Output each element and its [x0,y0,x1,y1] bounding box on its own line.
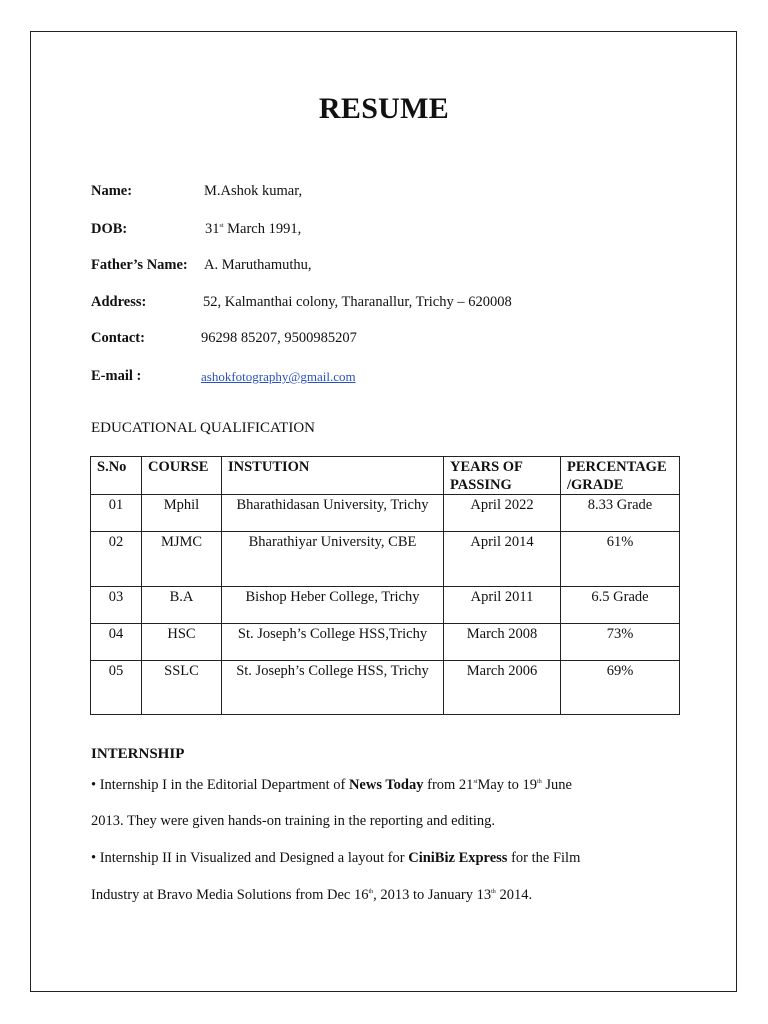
cell-sno: 04 [91,624,142,661]
cell-grade: 69% [561,661,680,715]
page-title: RESUME [318,92,450,125]
header-years: YEARS OF PASSING [444,457,561,495]
table-row [91,624,680,661]
cell-grade: 61% [561,532,680,587]
cell-institution: Bishop Heber College, Trichy [222,587,444,624]
dob-rest: March 1991, [223,221,302,237]
internship-1-from: from 21 [423,777,474,793]
table-row [91,532,680,587]
cell-grade: 6.5 Grade [561,587,680,624]
internship-2-company: CiniBiz Express [408,850,508,866]
table-header-row [91,457,680,495]
cell-course: SSLC [142,661,222,715]
cell-year: March 2006 [444,661,561,715]
internship-1-sup-start: st [473,779,478,786]
name-value: M.Ashok kumar, [204,183,303,199]
internship-1-sup-end: th [537,779,542,786]
header-percentage: PERCENTAGE /GRADE [561,457,680,495]
internship-2-year: 2014. [495,887,533,903]
cell-year: April 2022 [444,495,561,532]
education-heading: EDUCATIONAL QUALIFICATION [91,420,316,436]
cell-institution: St. Joseph’s College HSS,Trichy [222,624,444,661]
table-row [91,661,680,715]
cell-year: April 2014 [444,532,561,587]
internship-2-to: , 2013 to January 13 [373,887,492,903]
internship-2-sup-end: th [491,889,496,896]
header-sno: S.No [91,457,142,495]
email-label: E-mail : [91,368,142,384]
internship-1-text: • Internship I in the Editorial Department of [91,777,349,793]
cell-grade: 8.33 Grade [561,495,680,532]
dob-day: 31 [205,221,220,237]
education-table [90,456,680,715]
cell-sno: 03 [91,587,142,624]
internship-2-end: for the Film [507,850,581,866]
cell-year: April 2011 [444,587,561,624]
internship-2-text: • Internship II in Visualized and Designed a layout for [91,850,409,866]
cell-grade: 73% [561,624,680,661]
internship-heading: INTERNSHIP [91,746,185,762]
father-label: Father’s Name: [91,257,188,273]
cell-course: Mphil [142,495,222,532]
cell-sno: 02 [91,532,142,587]
cell-institution: St. Joseph’s College HSS, Trichy [222,661,444,715]
cell-year: March 2008 [444,624,561,661]
cell-sno: 01 [91,495,142,532]
cell-course: HSC [142,624,222,661]
internship-1-month: June [541,777,572,793]
cell-institution: Bharathiyar University, CBE [222,532,444,587]
table-row [91,495,680,532]
name-label: Name: [91,183,133,199]
header-institution: INSTUTION [222,457,444,495]
email-link[interactable]: ashokfotography@gmail.com [201,369,356,384]
contact-value: 96298 85207, 9500985207 [201,330,357,346]
internship-2-sup-start: th [368,889,374,896]
internship-item-2-line-2 [91,887,532,904]
internship-1-company: News Today [348,777,424,793]
cell-institution: Bharathidasan University, Trichy [222,495,444,532]
address-value: 52, Kalmanthai colony, Tharanallur, Trichy – 620008 [203,294,512,310]
father-value: A. Maruthamuthu, [204,257,312,273]
cell-course: B.A [142,587,222,624]
address-label: Address: [91,294,147,310]
table-row [91,587,680,624]
internship-2-from: Industry at Bravo Media Solutions from Dec 16 [91,887,369,903]
internship-1-to: May to 19 [477,777,538,793]
internship-item-1-line-2: 2013. They were given hands-on training in the reporting and editing. [91,813,496,829]
dob-value [205,221,301,238]
internship-item-2 [91,850,580,867]
cell-sno: 05 [91,661,142,715]
cell-course: MJMC [142,532,222,587]
internship-item-1 [91,777,572,794]
dob-suffix: st [219,223,224,230]
contact-label: Contact: [91,330,145,346]
header-course: COURSE [142,457,222,495]
dob-label: DOB: [91,221,128,237]
